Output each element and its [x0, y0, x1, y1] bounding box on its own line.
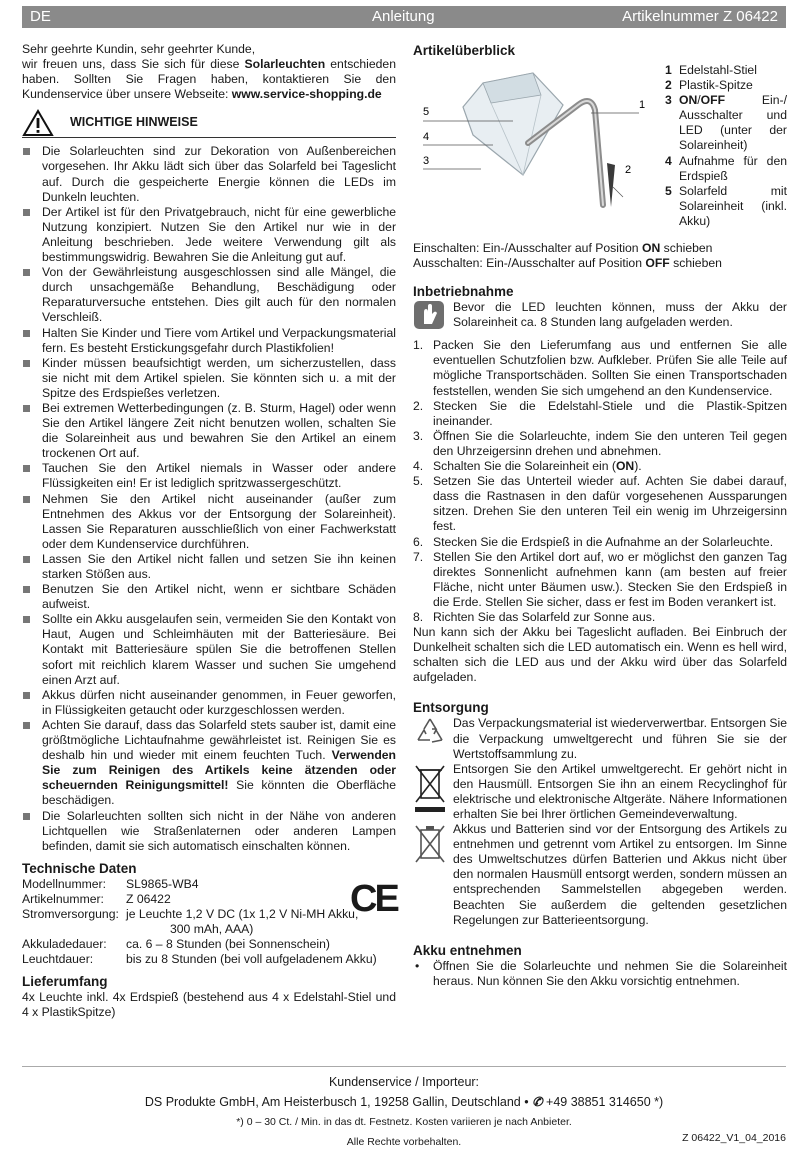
- disposal-title: Entsorgung: [413, 700, 489, 716]
- list-item: 1. Packen Sie den Lieferumfang aus und entfernen Sie alle eventuellen Schutzfolien bzw. Aufkleber. Prüfen Sie alle Teile auf mögliche Transportschäden. Sollten Sie einen Transportschaden feststellen, wenden Sie sich umgehend an den Kundenservice.: [413, 338, 787, 398]
- legend-item: 5 Solarfeld mit Solareinheit (inkl. Akku): [665, 183, 787, 228]
- battery-title: Akku entnehmen: [413, 942, 522, 958]
- table-row: Akkuladedauer: ca. 6 – 8 Stunden (bei Sonnenschein): [22, 937, 330, 952]
- list-item: 3. Öffnen Sie die Solarleuchte, indem Sie den unteren Teil gegen den Uhrzeigersinn drehen und abnehmen.: [413, 428, 787, 458]
- list-item: Achten Sie darauf, dass das Solarfeld stets sauber ist, damit eine größtmögliche Lichtaufnahme gewährleistet ist. Reinigen Sie es deshalb hin und wieder mit einem feuchten Tuch. Verwenden Sie zum Reinigen des Artikels keine ätzenden oder scheuernden Reinigungsmittel! Sie könnten die Oberfläche beschädigen.: [22, 718, 396, 809]
- callout-2: 2: [625, 164, 632, 176]
- switch-on-text: Einschalten: Ein-/Ausschalter auf Position ON schieben: [413, 241, 713, 255]
- parts-legend: [665, 63, 787, 229]
- footer-service: Kundenservice / Importeur:: [328, 1075, 480, 1089]
- list-item: Die Solarleuchten sind zur Dekoration von Außenbereichen vorgesehen. Ihr Akku lädt sich über das Solarfeld bei Tageslicht auf. Durch die gespeicherte Energie können die LEDs im Dunkeln leuchten.: [22, 144, 396, 204]
- list-item: Akkus dürfen nicht auseinander genommen, in Feuer geworfen, in Flüssigkeiten getaucht oder kurzgeschlossen werden.: [22, 688, 396, 718]
- scope-text: 4x Leuchte inkl. 4x Erdspieß (bestehend aus 4 x Edelstahl-Stiel und 4 x PlastikSpitze): [22, 990, 396, 1020]
- table-row: Modellnummer: SL9865-WB4: [22, 876, 199, 891]
- disposal-battery: Akkus und Batterien sind vor der Entsorgung des Artikels zu entnehmen und getrennt vom Artikel zu entsorgen. Im Sinne des Umweltschutzes dürfen Batterien und Akkus nicht über den normalen Hausmüll entsorgt werden, sondern müssen an entsprechenden Sammelstellen abgegeben werden. Beachten Sie außerdem die geltenden gesetzlichen Regelungen zur Batterieentsorgung.: [413, 822, 787, 928]
- setup-title: Inbetriebnahme: [413, 284, 514, 300]
- footer-rights: Alle Rechte vorbehalten.: [346, 1136, 462, 1148]
- setup-outro: Nun kann sich der Akku bei Tageslicht aufladen. Bei Einbruch der Dunkelheit schalten sich die LED automatisch ein. Wenn es hell wird, schalten sich die LED aus und der Akku wird über das Solarfeld aufgeladen.: [413, 625, 787, 685]
- legend-item: 3 ON/OFF Ein-/ Ausschalter und LED (unter der Solareinheit): [665, 93, 787, 153]
- list-item: Sollte ein Akku ausgelaufen sein, vermeiden Sie den Kontakt von Haut, Augen und Schleimhäuten mit der Batteriesäure. Bei Kontakt mit Batteriesäure spülen Sie die betroffenen Stellen sofort mit reichlich klarem Wasser und suchen Sie umgehend einen Arzt auf.: [22, 612, 396, 687]
- tech-section: [22, 860, 396, 968]
- list-item: 2. Stecken Sie die Edelstahl-Stiele und die Plastik-Spitzen ineinander.: [413, 398, 787, 428]
- scope-title: Lieferumfang: [22, 974, 108, 990]
- list-item: 4. Schalten Sie die Solareinheit ein (ON).: [413, 459, 642, 474]
- language-label: DE: [30, 8, 51, 25]
- scope-section: [22, 973, 396, 1020]
- product-diagram: [413, 65, 655, 230]
- list-item: 7. Stellen Sie den Artikel dort auf, wo er möglichst den ganzen Tag direktes Sonnenlicht aufnehmen kann (am besten auf freier Fläche, nicht unter Bäumen usw.). Stecken Sie den Erdspieß in die Erde. Stellen Sie sicher, dass er fest im Boden verankert ist.: [413, 549, 787, 609]
- crossed-bin-icon: [413, 762, 447, 814]
- callout-3: 3: [423, 155, 430, 167]
- list-item: Benutzen Sie den Artikel nicht, wenn er sichtbare Schäden aufweist.: [22, 582, 396, 612]
- intro-text: wir freuen uns, dass Sie sich für diese Solarleuchten entschieden haben. Sollten Sie Fragen haben, kontaktieren Sie den Kundenservice über unsere Webseite: www.service-shopping.de: [22, 57, 396, 102]
- list-item: Lassen Sie den Artikel nicht fallen und setzen Sie ihn keinen starken Stößen aus.: [22, 552, 396, 582]
- right-column: [413, 42, 787, 989]
- table-row: Stromversorgung: je Leuchte 1,2 V DC (1x 1,2 V Ni-MH Akku, 300 mAh, AAA): [22, 906, 359, 937]
- list-item: Nehmen Sie den Artikel nicht auseinander (außer zum Entnehmen des Akkus vor der Entsorgung der Solareinheit). Lassen Sie Reparaturen ausschließlich von einer Fachwerkstatt oder dem Kundenservice durchführen.: [22, 492, 396, 552]
- tech-title: Technische Daten: [22, 860, 137, 876]
- document-title: Anleitung: [372, 8, 435, 25]
- legend-item: 1 Edelstahl-Stiel: [665, 63, 757, 77]
- list-item: Tauchen Sie den Artikel niemals in Wasser oder andere Flüssigkeiten ein! Er ist lediglich spritzwassergeschützt.: [22, 461, 396, 491]
- footer-address: DS Produkte GmbH, Am Heisterbusch 1, 19258 Gallin, Deutschland • ✆ +49 38851 314650 *): [144, 1095, 664, 1109]
- list-item: 5. Setzen Sie das Unterteil wieder auf. Achten Sie dabei darauf, dass die Rastnasen in den dafür vorgesehenen Aussparungen sitzen. Drehen Sie den unteren Teil ein wenig im Uhrzeigersinn fest.: [413, 474, 787, 534]
- list-item: Halten Sie Kinder und Tiere vom Artikel und Verpackungsmaterial fern. Es besteht Erstickungsgefahr durch Plastikfolien!: [22, 326, 396, 356]
- ce-mark: CE: [350, 877, 397, 920]
- footer-cost-note: *) 0 – 30 Ct. / Min. in das dt. Festnetz. Kosten variieren je nach Anbieter.: [236, 1116, 572, 1128]
- list-item: Die Solarleuchten sollten sich nicht in der Nähe von anderen Lichtquellen wie Straßenlaternen oder anderen Lampen befinden, damit sie sich automatisch einschalten können.: [22, 809, 396, 854]
- warning-icon: [22, 109, 54, 137]
- list-item: 6. Stecken Sie die Erdspieß in die Aufnahme an der Solarleuchte.: [413, 534, 774, 549]
- greeting: Sehr geehrte Kundin, sehr geehrter Kunde,: [22, 42, 256, 56]
- table-row: Artikelnummer: Z 06422: [22, 891, 171, 906]
- switch-off-text: Ausschalten: Ein-/Ausschalter auf Position OFF schieben: [413, 256, 722, 271]
- list-item: Von der Gewährleistung ausgeschlossen sind alle Mängel, die durch unsachgemäße Behandlung, Beschädigung oder Reparaturversuche entstehen. Dies gilt auch für den normalen Verschleiß.: [22, 265, 396, 325]
- recycling-icon: [413, 716, 447, 746]
- document-version: Z 06422_V1_04_2016: [682, 1132, 786, 1144]
- setup-note: Bevor die LED leuchten können, muss der Akku der Solareinheit ca. 8 Stunden lang aufgeladen werden.: [413, 300, 787, 334]
- solar-light-illustration: [413, 65, 655, 230]
- header-bar: [22, 6, 786, 28]
- setup-steps: [413, 338, 787, 625]
- tech-table: [22, 877, 377, 968]
- warning-title: WICHTIGE HINWEISE: [70, 115, 198, 130]
- phone-icon: ✆: [532, 1095, 543, 1109]
- disposal-packaging: Das Verpackungsmaterial ist wiederverwertbar. Entsorgen Sie die Verpackung umweltgerecht und führen Sie sie der Wertstoffsammlung zu.: [413, 716, 787, 761]
- table-row: Leuchtdauer: bis zu 8 Stunden (bei voll aufgeladenem Akku): [22, 952, 377, 967]
- service-url[interactable]: www.service-shopping.de: [231, 87, 382, 102]
- callout-1: 1: [639, 99, 646, 111]
- legend-item: 4 Aufnahme für den Erdspieß: [665, 153, 787, 183]
- warning-header: [22, 108, 396, 138]
- list-item: Bei extremen Wetterbedingungen (z. B. Sturm, Hagel) oder wenn Sie den Artikel längere Zeit nicht benutzen wollen, schalten Sie die Solareinheit aus und bewahren Sie den Artikel an einem trockenen Ort auf.: [22, 401, 396, 461]
- list-item: Kinder müssen beaufsichtigt werden, um sicherzustellen, dass sie nicht mit dem Artikel spielen. Sie könnten sich u. a mit der Spitze des Erdspießes verletzen.: [22, 356, 396, 401]
- list-item: 8. Richten Sie das Solarfeld zur Sonne aus.: [413, 609, 656, 624]
- article-number: Artikelnummer Z 06422: [622, 8, 778, 25]
- callout-5: 5: [423, 106, 430, 118]
- legend-item: 2 Plastik-Spitze: [665, 78, 753, 93]
- hand-hint-icon: [413, 300, 445, 330]
- overview-block: [413, 59, 787, 241]
- overview-title: Artikelüberblick: [413, 43, 516, 58]
- disposal-device: Entsorgen Sie den Artikel umweltgerecht. Er gehört nicht in den Hausmüll. Entsorgen Sie ihn an einem Recyclinghof für elektrische und elektronische Altgeräte. Nähere Informationen erhalten Sie bei Ihrer örtlichen Gemeindeverwaltung.: [413, 762, 787, 822]
- list-item: Der Artikel ist für den Privatgebrauch, nicht für eine gewerbliche Nutzung konzipiert. Nutzen Sie den Artikel nur wie in der Anleitung beschrieben. Jede weitere Verwendung gilt als bestimmungswidrig. Bewahren Sie die Anleitung gut auf.: [22, 205, 396, 265]
- left-column: [22, 42, 396, 1021]
- callout-4: 4: [423, 131, 430, 143]
- battery-bin-icon: [413, 822, 447, 868]
- battery-instruction: • Öffnen Sie die Solarleuchte und nehmen Sie die Solareinheit heraus. Nun können Sie den Akku vorsichtig entnehmen.: [415, 958, 787, 988]
- footer-divider: [22, 1066, 786, 1067]
- warning-list: [22, 144, 396, 853]
